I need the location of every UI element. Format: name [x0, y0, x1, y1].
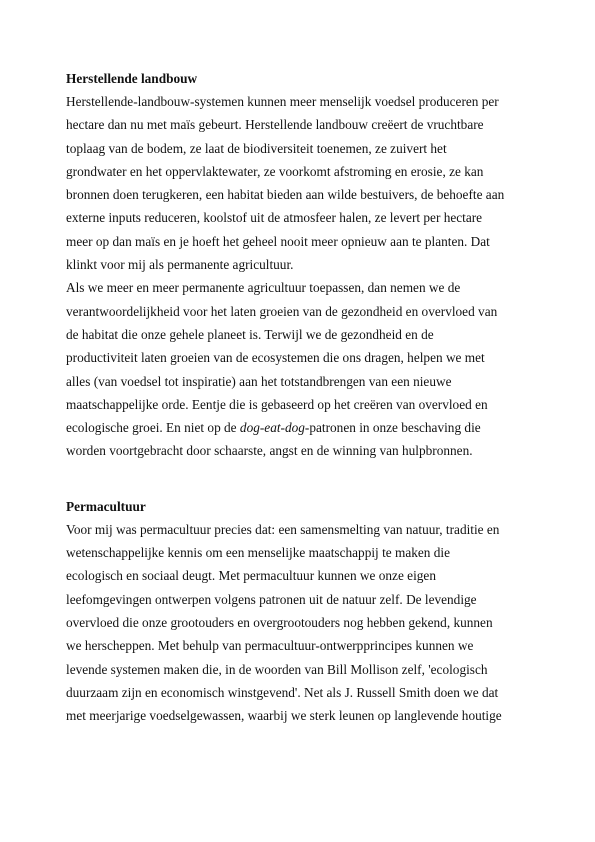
- paragraph-line: [66, 416, 536, 439]
- line-text: ecologische groei. En niet op de: [66, 420, 240, 436]
- paragraph-line: met meerjarige voedselgewassen, waarbij we sterk leunen op langlevende houtige: [66, 708, 502, 724]
- paragraph-line: alles (van voedsel tot inspiratie) aan het totstandbrengen van een nieuwe: [66, 373, 452, 389]
- paragraph-line: Als we meer en meer permanente agricultuur toepassen, dan nemen we de: [66, 280, 461, 296]
- document-page: [66, 68, 536, 727]
- paragraph-line: productiviteit laten groeien van de ecosystemen die ons dragen, helpen we met: [66, 350, 485, 366]
- paragraph-line: ecologisch en sociaal deugt. Met permacultuur kunnen we onze eigen: [66, 568, 436, 584]
- paragraph-line: maatschappelijke orde. Eentje die is gebaseerd op het creëren van overvloed en: [66, 396, 488, 412]
- section-permacultuur: [66, 496, 536, 728]
- paragraph-line: worden voortgebracht door schaarste, angst en de winning van hulpbronnen.: [66, 443, 473, 459]
- paragraph-line: externe inputs reduceren, koolstof uit de atmosfeer halen, ze levert per hectare: [66, 210, 483, 226]
- paragraph-line: wetenschappelijke kennis om een menselijke maatschappij te maken die: [66, 545, 450, 561]
- section-herstellende-landbouw: [66, 68, 536, 463]
- paragraph-line: grondwater en het oppervlaktewater, ze voorkomt afstroming en erosie, ze kan: [66, 163, 484, 179]
- paragraph-line: Herstellende-landbouw-systemen kunnen meer menselijk voedsel produceren per: [66, 94, 499, 109]
- paragraph-line: overvloed die onze grootouders en overgrootouders nog hebben gekend, kunnen: [66, 614, 493, 630]
- section-heading: Herstellende landbouw: [66, 71, 198, 86]
- section-heading: Permacultuur: [66, 498, 146, 514]
- paragraph-line: verantwoordelijkheid voor het laten groeien van de gezondheid en overvloed van: [66, 303, 498, 319]
- paragraph-line: Voor mij was permacultuur precies dat: een samensmelting van natuur, traditie en: [66, 521, 500, 537]
- paragraph-line: duurzaam zijn en economisch winstgevend'. Net als J. Russell Smith doen we dat: [66, 684, 499, 700]
- paragraph-line: klinkt voor mij als permanente agricultuur.: [66, 257, 294, 273]
- paragraph-line: we herscheppen. Met behulp van permacultuur-ontwerpprincipes kunnen we: [66, 638, 474, 654]
- paragraph-line: levende systemen maken die, in de woorden van Bill Mollison zelf, 'ecologisch: [66, 661, 488, 677]
- italic-term: dog-eat-dog: [239, 420, 305, 436]
- paragraph-line: de habitat die onze gehele planeet is. Terwijl we de gezondheid en de: [66, 326, 434, 342]
- paragraph-line: toplaag van de bodem, ze laat de biodiversiteit toenemen, ze zuivert het: [66, 140, 447, 156]
- paragraph-line: hectare dan nu met maïs gebeurt. Herstellende landbouw creëert de vruchtbare: [66, 117, 484, 133]
- paragraph-line: bronnen doen terugkeren, een habitat bieden aan wilde bestuivers, de behoefte aan: [66, 187, 505, 203]
- paragraph-line: leefomgevingen ontwerpen volgens patronen uit de natuur zelf. De levendige: [66, 591, 477, 607]
- line-text: -patronen in onze beschaving die: [304, 420, 481, 436]
- paragraph-line: meer op dan maïs en je hoeft het geheel nooit meer opnieuw aan te planten. Dat: [66, 233, 490, 249]
